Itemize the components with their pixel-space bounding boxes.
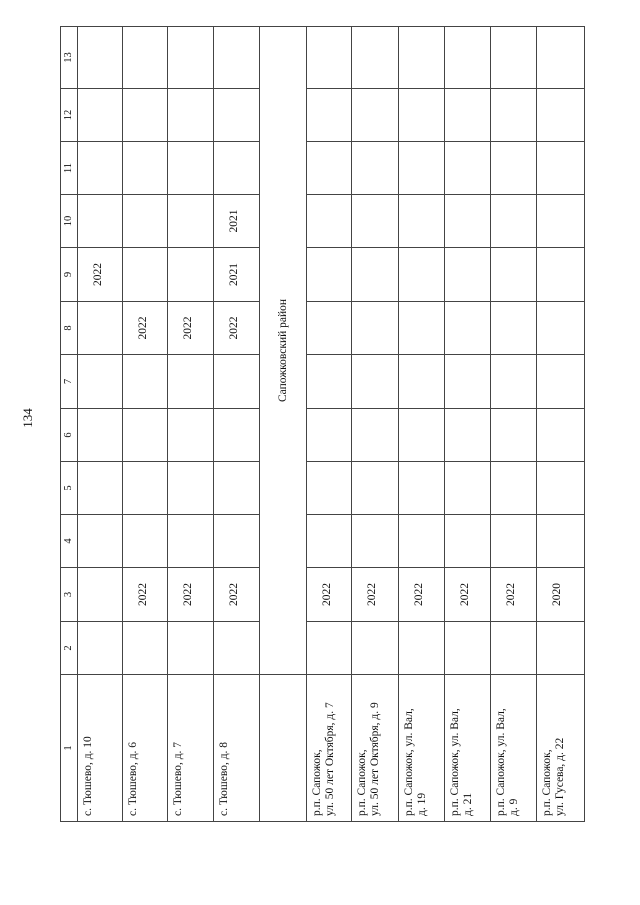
header-row — [61, 27, 78, 822]
year-cell — [398, 409, 444, 462]
year-cell — [307, 195, 352, 248]
year-cell — [123, 409, 168, 462]
column-header-3: 3 — [61, 568, 78, 622]
year-cell — [352, 248, 398, 302]
year-cell — [398, 195, 444, 248]
year-cell — [307, 142, 352, 195]
year-cell — [536, 195, 584, 248]
table-row — [445, 27, 491, 822]
year-cell — [123, 462, 168, 515]
table-row — [536, 27, 584, 822]
year-cell — [491, 302, 536, 355]
year-cell — [445, 142, 491, 195]
year-cell — [77, 568, 122, 622]
year-cell — [213, 409, 259, 462]
year-cell: 2021 — [213, 248, 259, 302]
column-header-12: 12 — [61, 89, 78, 142]
year-cell — [213, 142, 259, 195]
year-cell — [123, 27, 168, 89]
year-cell — [123, 622, 168, 675]
year-cell — [307, 515, 352, 568]
year-cell — [491, 89, 536, 142]
year-cell — [398, 355, 444, 409]
year-cell — [536, 515, 584, 568]
year-cell — [213, 515, 259, 568]
year-cell — [491, 462, 536, 515]
column-header-6: 6 — [61, 409, 78, 462]
column-header-11: 11 — [61, 142, 78, 195]
year-cell — [491, 27, 536, 89]
year-cell — [213, 462, 259, 515]
year-cell — [352, 409, 398, 462]
year-cell — [168, 622, 213, 675]
year-cell — [398, 27, 444, 89]
year-cell — [213, 622, 259, 675]
year-cell — [352, 195, 398, 248]
year-cell — [536, 355, 584, 409]
year-cell — [77, 302, 122, 355]
year-cell — [445, 355, 491, 409]
year-cell: 2020 — [536, 568, 584, 622]
year-cell — [536, 142, 584, 195]
year-cell — [123, 355, 168, 409]
year-cell: 2022 — [307, 568, 352, 622]
year-cell — [536, 248, 584, 302]
address-line: ул. 50 лет Октября, д. 9 — [369, 702, 382, 816]
year-cell — [77, 355, 122, 409]
year-cell — [352, 622, 398, 675]
year-cell — [123, 195, 168, 248]
address-cell: с. Тюшево, д. 6 — [123, 675, 168, 822]
address-line: р.п. Сапожок, ул. Вал, — [495, 708, 508, 816]
year-cell — [77, 89, 122, 142]
address-line: р.п. Сапожок, — [311, 749, 324, 816]
year-cell — [168, 355, 213, 409]
year-cell: 2021 — [213, 195, 259, 248]
address-line: р.п. Сапожок, — [540, 749, 553, 816]
year-cell — [77, 515, 122, 568]
year-cell — [491, 622, 536, 675]
year-cell — [168, 89, 213, 142]
address-line: р.п. Сапожок, ул. Вал, — [449, 708, 461, 816]
address-cell — [445, 675, 491, 822]
year-cell: 2022 — [398, 568, 444, 622]
year-cell: 2022 — [123, 568, 168, 622]
year-cell — [491, 409, 536, 462]
address-cell — [352, 675, 398, 822]
year-cell — [536, 462, 584, 515]
year-cell — [307, 622, 352, 675]
year-cell: 2022 — [168, 568, 213, 622]
year-cell — [213, 27, 259, 89]
year-cell — [398, 89, 444, 142]
year-cell — [307, 248, 352, 302]
year-cell: 2022 — [352, 568, 398, 622]
year-cell — [445, 195, 491, 248]
table-row — [352, 27, 398, 822]
column-header-1: 1 — [61, 675, 78, 822]
year-cell — [445, 515, 491, 568]
year-cell — [77, 27, 122, 89]
year-cell — [307, 89, 352, 142]
year-cell — [491, 355, 536, 409]
address-line: р.п. Сапожок, — [356, 749, 369, 816]
year-cell — [123, 89, 168, 142]
year-cell — [398, 142, 444, 195]
address-line: ул. 50 лет Октября, д. 7 — [324, 702, 337, 816]
district-name-cell — [259, 27, 306, 675]
table-row — [398, 27, 444, 822]
year-cell — [398, 462, 444, 515]
year-cell — [536, 409, 584, 462]
year-cell — [168, 515, 213, 568]
table-row — [491, 27, 536, 822]
year-cell — [168, 27, 213, 89]
year-cell: 2022 — [77, 248, 122, 302]
district-row — [259, 27, 306, 822]
column-header-13: 13 — [61, 27, 78, 89]
year-cell — [536, 302, 584, 355]
year-cell — [352, 89, 398, 142]
column-header-7: 7 — [61, 355, 78, 409]
year-cell — [352, 142, 398, 195]
year-cell — [168, 409, 213, 462]
column-header-9: 9 — [61, 248, 78, 302]
address-line: д. 19 — [415, 792, 428, 816]
table-row — [77, 27, 122, 822]
address-line: д. 21 — [462, 792, 474, 816]
year-cell — [352, 302, 398, 355]
year-cell — [77, 195, 122, 248]
year-cell: 2022 — [213, 568, 259, 622]
year-cell — [307, 409, 352, 462]
address-cell — [491, 675, 536, 822]
address-cell: с. Тюшево, д. 8 — [213, 675, 259, 822]
year-cell — [491, 142, 536, 195]
year-cell: 2022 — [445, 568, 491, 622]
page-number — [14, 398, 42, 438]
table-body — [61, 27, 585, 822]
year-cell — [352, 515, 398, 568]
district-blank-cell — [259, 675, 306, 822]
year-cell: 2022 — [123, 302, 168, 355]
year-cell — [536, 622, 584, 675]
address-cell — [398, 675, 444, 822]
year-cell — [307, 27, 352, 89]
year-cell — [491, 248, 536, 302]
column-header-2: 2 — [61, 622, 78, 675]
year-cell — [536, 89, 584, 142]
year-cell — [307, 355, 352, 409]
works-schedule-table — [60, 26, 585, 822]
year-cell — [445, 89, 491, 142]
year-cell — [491, 515, 536, 568]
year-cell — [445, 302, 491, 355]
district-name-text: Сапожковский район — [277, 293, 290, 408]
year-cell — [77, 409, 122, 462]
year-cell — [352, 462, 398, 515]
year-cell — [352, 27, 398, 89]
year-cell — [445, 27, 491, 89]
year-cell — [213, 355, 259, 409]
year-cell — [168, 248, 213, 302]
year-cell — [398, 248, 444, 302]
year-cell: 2022 — [213, 302, 259, 355]
year-cell — [77, 462, 122, 515]
year-cell: 2022 — [168, 302, 213, 355]
document-table-rotated — [60, 27, 640, 822]
table-row — [168, 27, 213, 822]
table-row — [213, 27, 259, 822]
table-row — [123, 27, 168, 822]
year-cell: 2022 — [491, 568, 536, 622]
year-cell — [398, 302, 444, 355]
year-cell — [213, 89, 259, 142]
year-cell — [445, 409, 491, 462]
page-number-text: 134 — [20, 408, 35, 428]
address-line: ул. Гусева, д. 22 — [553, 737, 566, 816]
year-cell — [123, 142, 168, 195]
column-header-4: 4 — [61, 515, 78, 568]
document-table-wrapper — [60, 27, 640, 822]
year-cell — [123, 248, 168, 302]
address-line: р.п. Сапожок, ул. Вал, — [402, 708, 415, 816]
year-cell — [398, 515, 444, 568]
address-cell: с. Тюшево, д. 7 — [168, 675, 213, 822]
year-cell — [398, 622, 444, 675]
year-cell — [168, 462, 213, 515]
year-cell — [445, 248, 491, 302]
year-cell — [307, 302, 352, 355]
year-cell — [352, 355, 398, 409]
year-cell — [445, 622, 491, 675]
column-header-10: 10 — [61, 195, 78, 248]
address-cell: с. Тюшево, д. 10 — [77, 675, 122, 822]
year-cell — [168, 195, 213, 248]
column-header-5: 5 — [61, 462, 78, 515]
year-cell — [491, 195, 536, 248]
year-cell — [123, 515, 168, 568]
year-cell — [168, 142, 213, 195]
address-cell — [307, 675, 352, 822]
year-cell — [77, 622, 122, 675]
address-line: д. 9 — [508, 798, 521, 816]
year-cell — [445, 462, 491, 515]
column-header-8: 8 — [61, 302, 78, 355]
address-cell — [536, 675, 584, 822]
year-cell — [536, 27, 584, 89]
year-cell — [307, 462, 352, 515]
year-cell — [77, 142, 122, 195]
table-row — [307, 27, 352, 822]
